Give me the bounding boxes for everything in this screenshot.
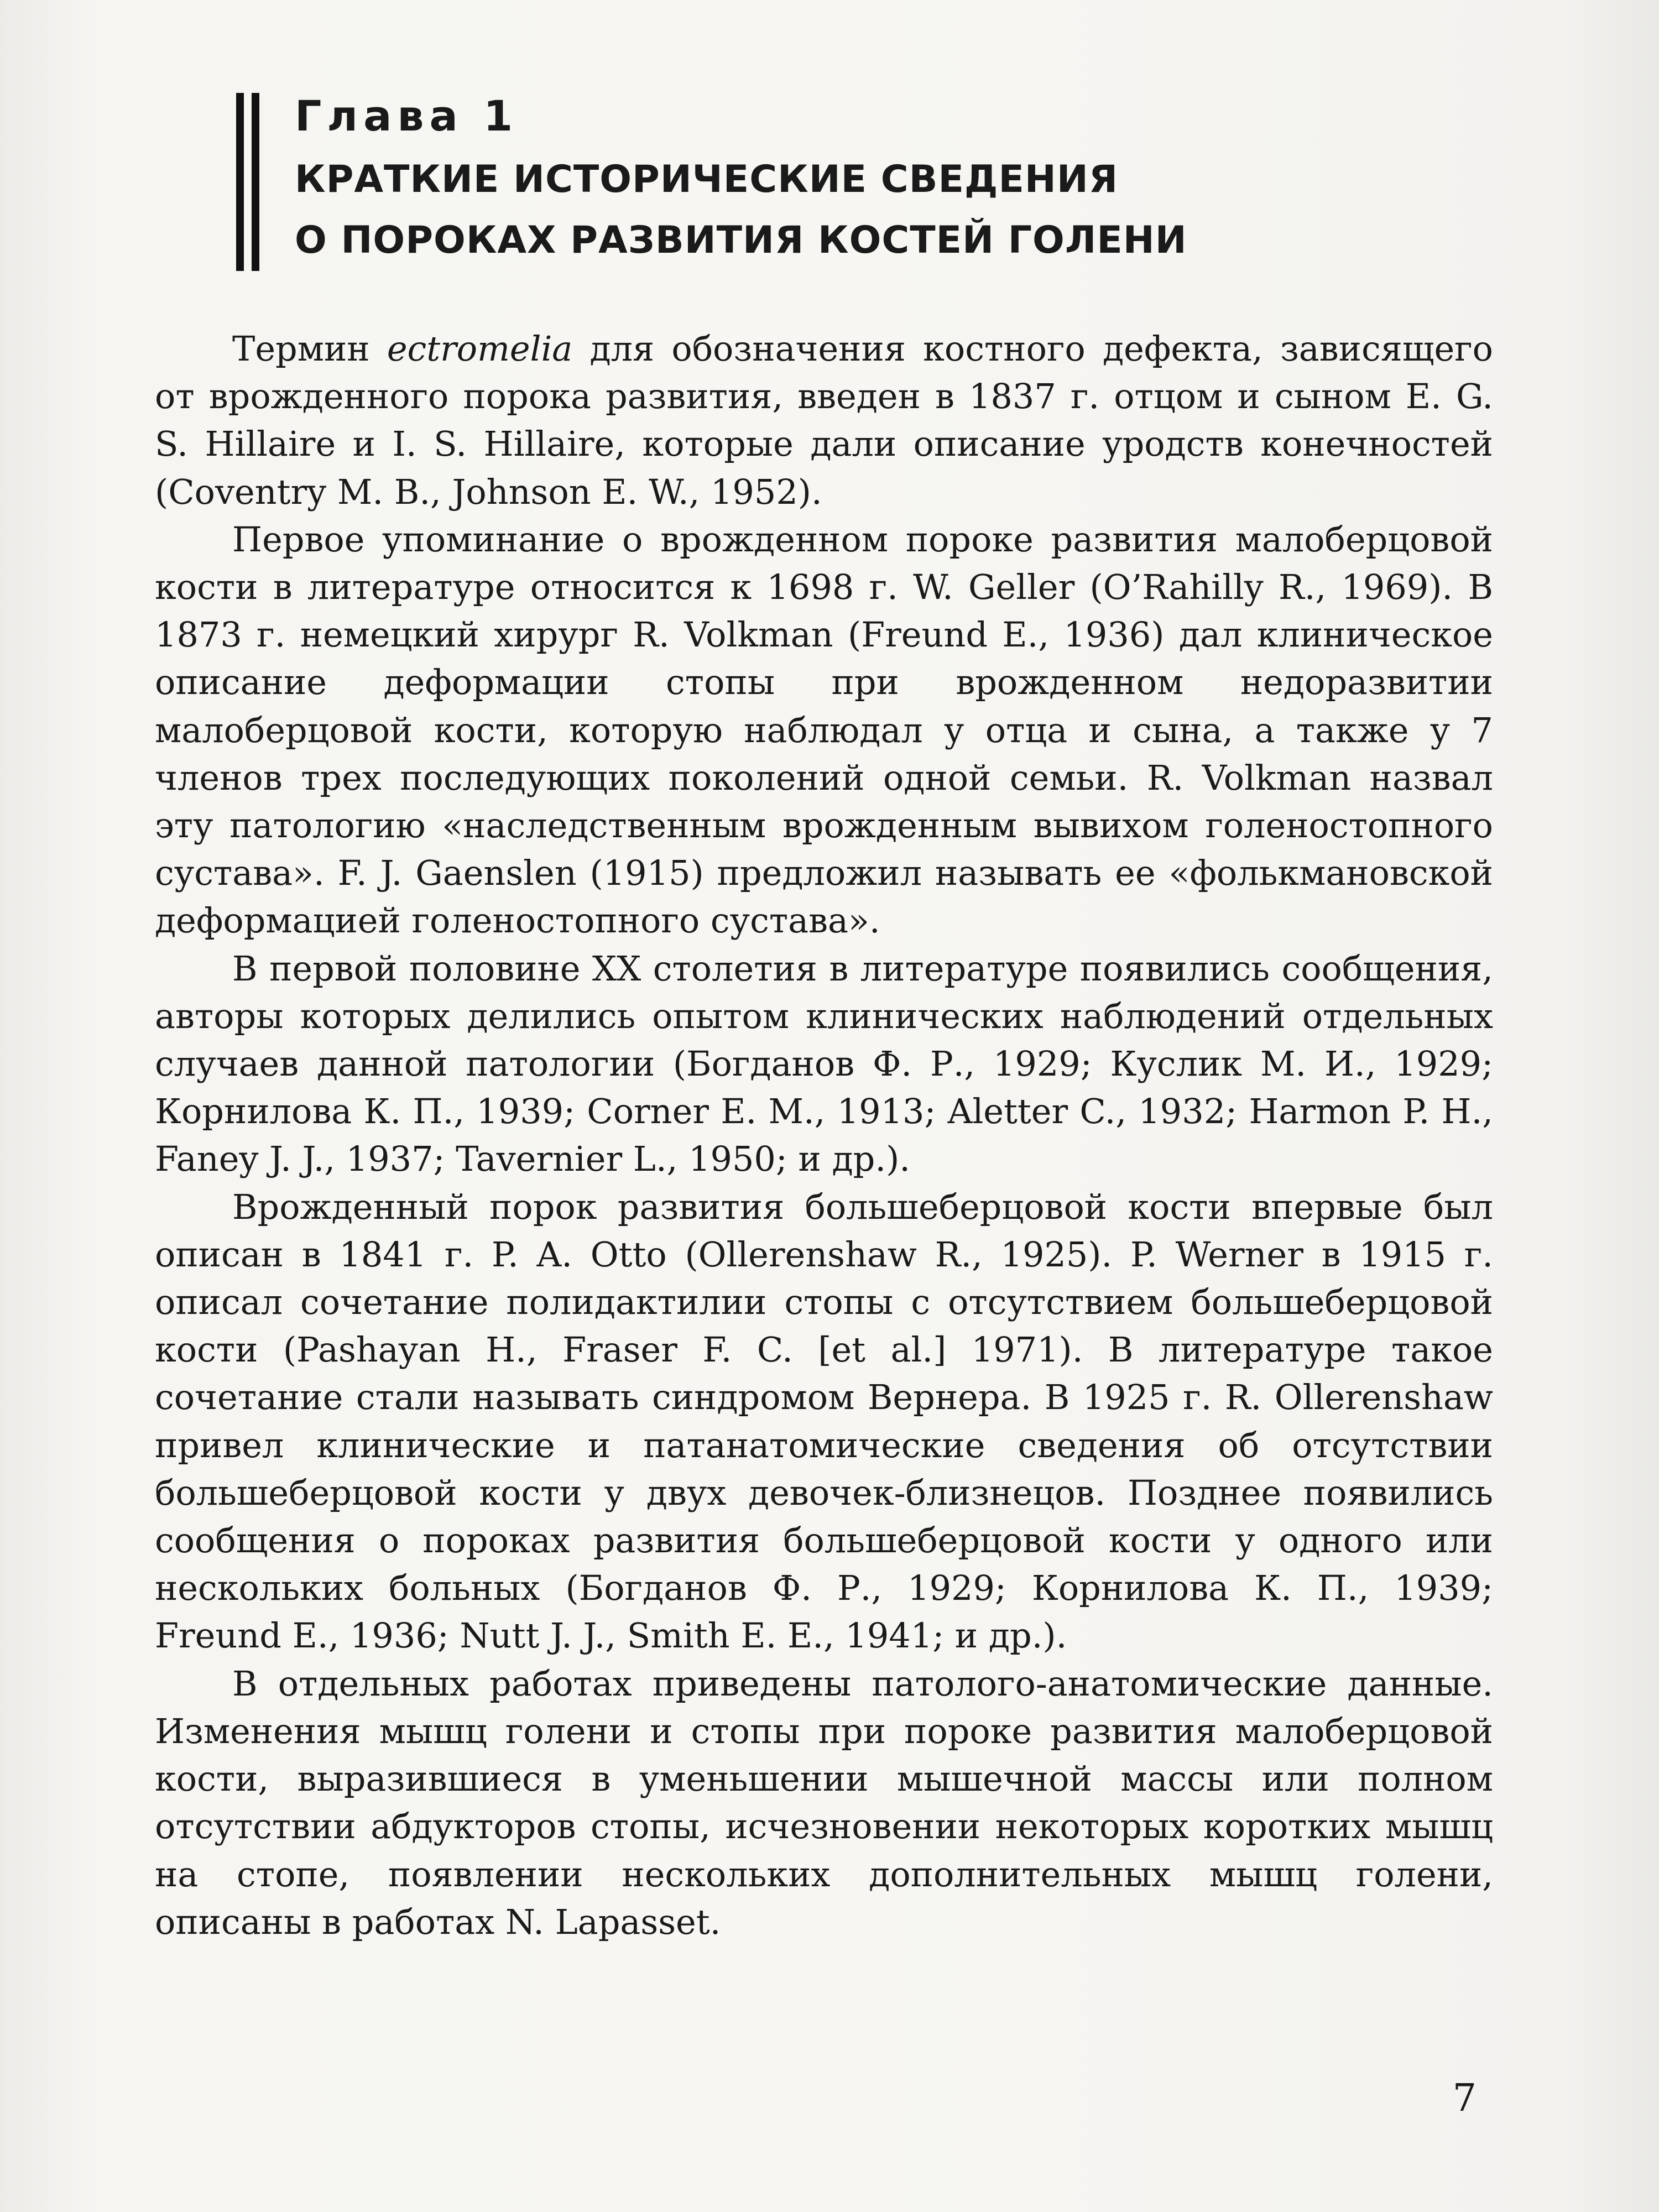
decorative-bar-right bbox=[252, 93, 259, 271]
decorative-bar-left bbox=[236, 93, 244, 271]
paragraph-1-start: Термин bbox=[232, 328, 387, 369]
paragraph-4: Врожденный порок развития большеберцовой кости впервые был описан в 1841 г. P. A. Otto (Ollerenshaw R., 1925). P. Werner в 1915 г. описал сочетание полидактилии стопы с отсутствием большеберцовой кости (Pashayan H., Fraser F. C. [et al.] 1971). В литературе такое сочетание стали называть синдромом Вернера. В 1925 г. R. Ollerenshaw привел клинические и патанатомические сведения об отсутствии большеберцовой кости у двух девочек-близнецов. Позднее появились сообщения о пороках развития большеберцовой кости у одного или нескольких больных (Богданов Ф. Р., 1929; Корнилова К. П., 1939; Freund E., 1936; Nutt J. J., Smith E. E., 1941; и др.). bbox=[155, 1186, 1493, 1656]
page-number: 7 bbox=[1452, 2077, 1477, 2120]
paragraph-1 bbox=[155, 325, 1493, 516]
chapter-title-line-2: О ПОРОКАХ РАЗВИТИЯ КОСТЕЙ ГОЛЕНИ bbox=[295, 218, 1187, 262]
chapter-header bbox=[229, 88, 1501, 288]
term-ectromelia: ectromelia bbox=[387, 328, 573, 369]
paragraph-3: В первой половине XX столетия в литературе появились сообщения, авторы которых делились опытом клинических наблюдений отдельных случаев данной патологии (Богданов Ф. Р., 1929; Куслик М. И., 1929; Корнилова К. П., 1939; Corner E. M., 1913; Aletter C., 1932; Harmon P. H., Faney J. J., 1937; Tavernier L., 1950; и др.). bbox=[155, 948, 1493, 1180]
chapter-title bbox=[295, 149, 1187, 271]
body-text bbox=[155, 325, 1493, 1946]
paragraph-1-rest: для обозначения костного дефекта, зависящего от врожденного порока развития, введен в 1837 г. отцом и сыном E. G. S. Hillaire и I. S. Hillaire, которые дали описание уродств конечностей (Coventry M. B., Johnson E. W., 1952). bbox=[155, 328, 1493, 512]
paragraph-5: В отдельных работах приведены патолого-анатомические данные. Изменения мышц голени и стопы при пороке развития малоберцовой кости, выразившиеся в уменьшении мышечной массы или полном отсутствии абдукторов стопы, исчезновении некоторых коротких мышц на стопе, появлении нескольких дополнительных мышц голени, описаны в работах N. Lapasset. bbox=[155, 1663, 1493, 1942]
chapter-label: Глава 1 bbox=[295, 91, 519, 140]
chapter-title-line-1: КРАТКИЕ ИСТОРИЧЕСКИЕ СВЕДЕНИЯ bbox=[295, 158, 1119, 201]
paragraph-2: Первое упоминание о врожденном пороке развития малоберцовой кости в литературе относится к 1698 г. W. Geller (O’Rahilly R., 1969). В 1873 г. немецкий хирург R. Volkman (Freund E., 1936) дал клиническое описание деформации стопы при врожденном недоразвитии малоберцовой кости, которую наблюдал у отца и сына, а также у 7 членов трех последующих поколений одной семьи. R. Volkman назвал эту патологию «наследственным врожденным вывихом голеностопного сустава». F. J. Gaenslen (1915) предложил называть ее «фолькмановской деформацией голеностопного сустава». bbox=[155, 519, 1493, 941]
